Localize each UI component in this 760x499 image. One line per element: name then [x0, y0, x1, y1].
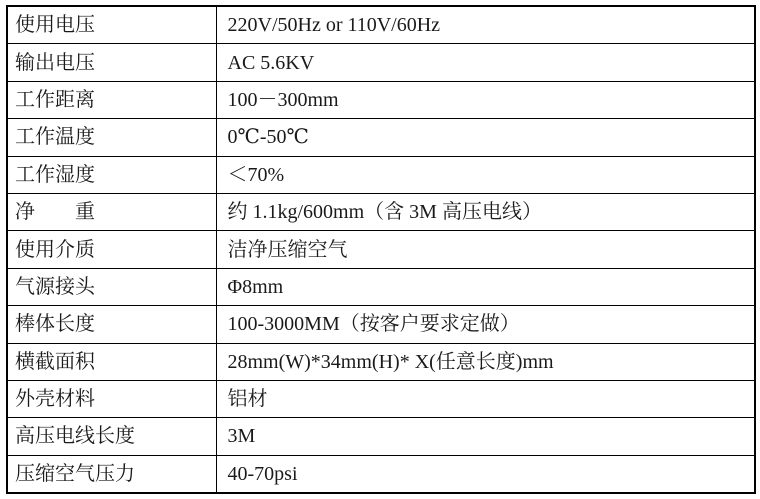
- table-row: [7, 81, 755, 118]
- spec-parameter-value: 100－300mm: [216, 81, 755, 118]
- table-row: [7, 6, 755, 44]
- spec-table-body: [7, 6, 755, 493]
- table-row: [7, 343, 755, 380]
- table-row: [7, 268, 755, 305]
- spec-parameter-label: 使用电压: [7, 6, 216, 44]
- spec-parameter-label: 净 重: [7, 193, 216, 230]
- table-row: [7, 231, 755, 268]
- spec-parameter-label: 输出电压: [7, 44, 216, 81]
- spec-parameter-value: AC 5.6KV: [216, 44, 755, 81]
- table-row: [7, 380, 755, 417]
- spec-parameter-label: 横截面积: [7, 343, 216, 380]
- spec-parameter-value: 3M: [216, 418, 755, 455]
- table-row: [7, 306, 755, 343]
- spec-parameter-value: 40-70psi: [216, 455, 755, 493]
- spec-parameter-label: 外壳材料: [7, 380, 216, 417]
- table-row: [7, 119, 755, 156]
- spec-parameter-value: 铝材: [216, 380, 755, 417]
- spec-parameter-value: ＜70%: [216, 156, 755, 193]
- spec-table: [6, 5, 756, 494]
- table-row: [7, 418, 755, 455]
- spec-parameter-value: 220V/50Hz or 110V/60Hz: [216, 6, 755, 44]
- spec-parameter-value: 约 1.1kg/600mm（含 3M 高压电线）: [216, 193, 755, 230]
- spec-parameter-value: 100-3000MM（按客户要求定做）: [216, 306, 755, 343]
- table-row: [7, 156, 755, 193]
- table-row: [7, 455, 755, 493]
- spec-parameter-label: 棒体长度: [7, 306, 216, 343]
- spec-parameter-label: 工作距离: [7, 81, 216, 118]
- spec-parameter-label: 工作湿度: [7, 156, 216, 193]
- table-row: [7, 44, 755, 81]
- spec-parameter-label: 使用介质: [7, 231, 216, 268]
- spec-parameter-value: 洁净压缩空气: [216, 231, 755, 268]
- spec-parameter-label: 气源接头: [7, 268, 216, 305]
- spec-parameter-value: Φ8mm: [216, 268, 755, 305]
- spec-parameter-label: 高压电线长度: [7, 418, 216, 455]
- spec-parameter-value: 28mm(W)*34mm(H)* X(任意长度)mm: [216, 343, 755, 380]
- spec-parameter-label: 压缩空气压力: [7, 455, 216, 493]
- table-row: [7, 193, 755, 230]
- spec-parameter-label: 工作温度: [7, 119, 216, 156]
- spec-parameter-value: 0℃-50℃: [216, 119, 755, 156]
